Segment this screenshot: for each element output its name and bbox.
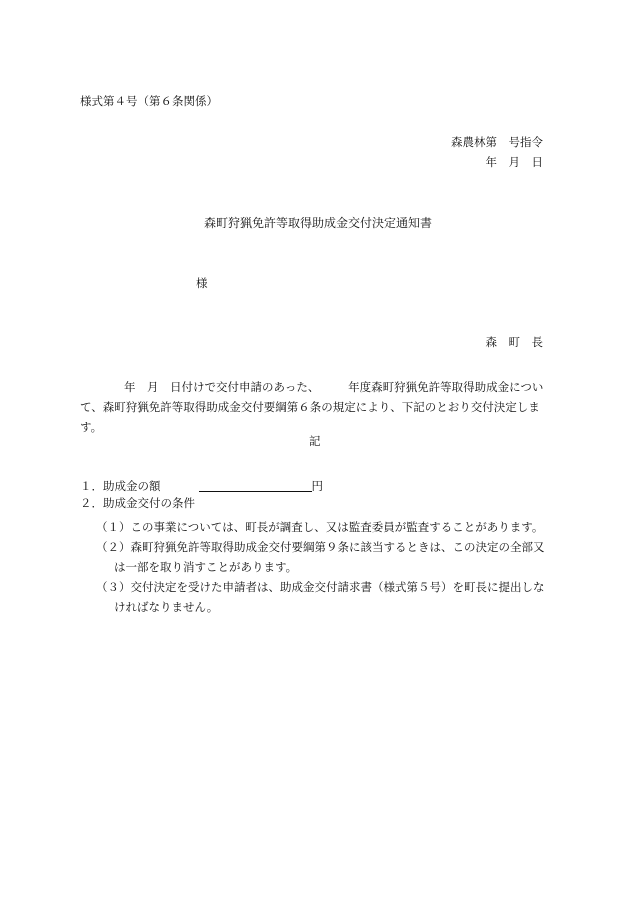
condition-3-text-line2: ければなりません。 bbox=[114, 600, 219, 614]
condition-1 bbox=[96, 517, 551, 537]
document-title: 森町狩猟免許等取得助成金交付決定通知書 bbox=[204, 216, 433, 230]
condition-2-text-line2: は一部を取り消すことがあります。 bbox=[114, 560, 298, 574]
issuer: 森 町 長 bbox=[485, 335, 543, 349]
item-grant-amount-label: １．助成金の額 bbox=[80, 479, 161, 493]
document-number: 森農林第 号指令 bbox=[451, 135, 543, 149]
item-grant-conditions: ２．助成金交付の条件 bbox=[80, 496, 195, 510]
body-text: 年 月 日付けで交付申請のあった、 年度森町狩猟免許等取得助成金について、森町狩猟免許等取得助成金交付要綱第６条の規定により、下記のとおり交付決定します。 bbox=[80, 380, 544, 434]
condition-1-number: （１） bbox=[96, 520, 131, 534]
document-date: 年 月 日 bbox=[485, 155, 543, 169]
condition-1-text: この事業については、町長が調査し、又は監査委員が監査することがあります。 bbox=[130, 520, 544, 534]
ki-heading: 記 bbox=[309, 434, 321, 448]
item-grant-amount bbox=[80, 478, 323, 493]
condition-3-number: （３） bbox=[96, 580, 131, 594]
condition-3-text-line1: 交付決定を受けた申請者は、助成金交付請求書（様式第５号）を町長に提出しな bbox=[130, 580, 545, 594]
body-paragraph bbox=[80, 377, 551, 437]
amount-unit: 円 bbox=[311, 479, 323, 493]
condition-2-number: （２） bbox=[96, 540, 131, 554]
condition-3 bbox=[96, 577, 551, 617]
form-number: 様式第４号（第６条関係） bbox=[80, 94, 218, 108]
amount-blank-line bbox=[199, 478, 312, 492]
condition-2-text-line1: 森町狩猟免許等取得助成金交付要綱第９条に該当するときは、この決定の全部又 bbox=[130, 540, 545, 554]
condition-2 bbox=[96, 537, 551, 577]
recipient-suffix: 様 bbox=[196, 276, 208, 290]
